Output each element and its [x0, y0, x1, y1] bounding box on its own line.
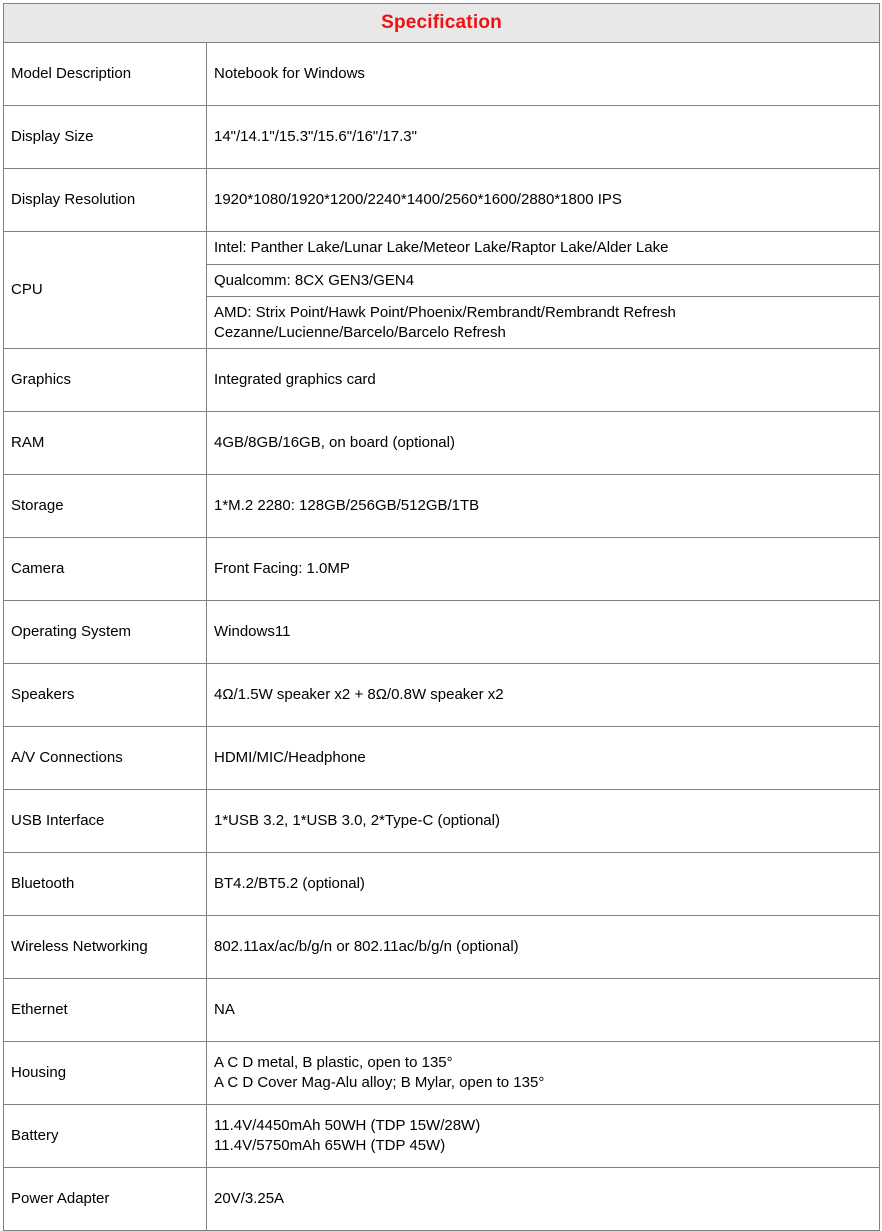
specification-sheet — [0, 3, 882, 1231]
table-row — [4, 349, 880, 412]
row-label: RAM — [4, 412, 207, 475]
table-row — [4, 412, 880, 475]
table-row-power-adapter — [4, 1168, 880, 1231]
row-value: HDMI/MIC/Headphone — [207, 727, 880, 790]
cpu-amd-value — [207, 297, 880, 349]
table-row — [4, 790, 880, 853]
table-title-row — [4, 4, 880, 43]
table-row-housing — [4, 1042, 880, 1105]
row-label: Operating System — [4, 601, 207, 664]
battery-line-2: 11.4V/5750mAh 65WH (TDP 45W) — [214, 1137, 446, 1154]
row-value-battery — [207, 1105, 880, 1168]
battery-line-1: 11.4V/4450mAh 50WH (TDP 15W/28W) — [214, 1116, 481, 1134]
row-value: Front Facing: 1.0MP — [207, 538, 880, 601]
row-value-power-adapter: 20V/3.25A — [207, 1168, 880, 1231]
table-row — [4, 916, 880, 979]
row-value: NA — [207, 979, 880, 1042]
row-label: Camera — [4, 538, 207, 601]
row-value: Notebook for Windows — [207, 43, 880, 106]
row-value: 1*USB 3.2, 1*USB 3.0, 2*Type-C (optional) — [207, 790, 880, 853]
table-row — [4, 106, 880, 169]
cpu-amd-line-2: Cezanne/Lucienne/Barcelo/Barcelo Refresh — [214, 323, 506, 341]
table-row — [4, 601, 880, 664]
cpu-amd-line-1: AMD: Strix Point/Hawk Point/Phoenix/Rembrandt/Rembrandt Refresh — [214, 304, 676, 321]
table-row — [4, 169, 880, 232]
row-label: Ethernet — [4, 979, 207, 1042]
row-label: Bluetooth — [4, 853, 207, 916]
table-row — [4, 538, 880, 601]
row-label: Storage — [4, 475, 207, 538]
row-value: 14"/14.1"/15.3"/15.6"/16"/17.3" — [207, 106, 880, 169]
row-label-cpu: CPU — [4, 232, 207, 349]
row-label: Display Size — [4, 106, 207, 169]
table-row — [4, 979, 880, 1042]
table-row-battery — [4, 1105, 880, 1168]
table-row — [4, 475, 880, 538]
row-label: Speakers — [4, 664, 207, 727]
row-value: Windows11 — [207, 601, 880, 664]
row-label: Wireless Networking — [4, 916, 207, 979]
table-row — [4, 43, 880, 106]
table-row — [4, 853, 880, 916]
row-value: BT4.2/BT5.2 (optional) — [207, 853, 880, 916]
row-label: A/V Connections — [4, 727, 207, 790]
row-value: 4GB/8GB/16GB, on board (optional) — [207, 412, 880, 475]
row-value: 802.11ax/ac/b/g/n or 802.11ac/b/g/n (optional) — [207, 916, 880, 979]
row-value-housing — [207, 1042, 880, 1105]
row-value: 1920*1080/1920*1200/2240*1400/2560*1600/2880*1800 IPS — [207, 169, 880, 232]
row-label-battery: Battery — [4, 1105, 207, 1168]
row-value: 1*M.2 2280: 128GB/256GB/512GB/1TB — [207, 475, 880, 538]
table-row — [4, 727, 880, 790]
row-label: Display Resolution — [4, 169, 207, 232]
row-label-power-adapter: Power Adapter — [4, 1168, 207, 1231]
cpu-qualcomm-value: Qualcomm: 8CX GEN3/GEN4 — [207, 264, 880, 297]
row-value: 4Ω/1.5W speaker x2 + 8Ω/0.8W speaker x2 — [207, 664, 880, 727]
row-value: Integrated graphics card — [207, 349, 880, 412]
page-title: Specification — [4, 4, 880, 43]
row-label-housing: Housing — [4, 1042, 207, 1105]
row-label: USB Interface — [4, 790, 207, 853]
cpu-intel-value: Intel: Panther Lake/Lunar Lake/Meteor Lake/Raptor Lake/Alder Lake — [207, 232, 880, 265]
row-label: Graphics — [4, 349, 207, 412]
specification-table — [3, 3, 880, 1231]
table-row-cpu-intel — [4, 232, 880, 265]
table-row — [4, 664, 880, 727]
housing-line-2: A C D Cover Mag-Alu alloy; B Mylar, open to 135° — [214, 1074, 545, 1091]
housing-line-1: A C D metal, B plastic, open to 135° — [214, 1053, 453, 1071]
row-label: Model Description — [4, 43, 207, 106]
